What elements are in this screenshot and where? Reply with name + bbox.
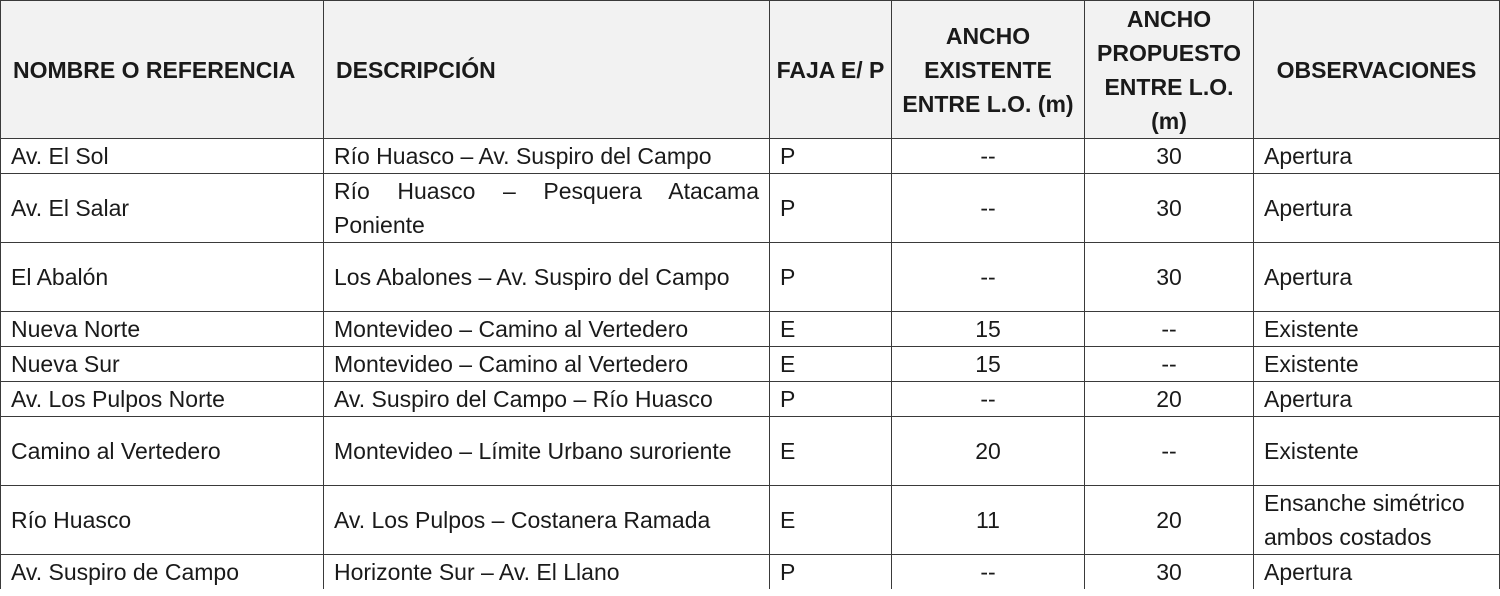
cell-nombre: El Abalón	[1, 243, 324, 312]
cell-ancho-existente: 11	[892, 486, 1085, 555]
table-row	[1, 417, 1500, 486]
cell-ancho-propuesto: 30	[1085, 174, 1254, 243]
cell-descripcion: Los Abalones – Av. Suspiro del Campo	[324, 243, 770, 312]
cell-ancho-propuesto: 30	[1085, 139, 1254, 174]
cell-descripcion: Montevideo – Límite Urbano suroriente	[324, 417, 770, 486]
table-row	[1, 312, 1500, 347]
header-observaciones: OBSERVACIONES	[1254, 1, 1500, 139]
cell-descripcion: Río Huasco – Pesquera Atacama Poniente	[324, 174, 770, 243]
cell-ancho-propuesto: --	[1085, 417, 1254, 486]
header-faja: FAJA E/ P	[770, 1, 892, 139]
cell-observaciones: Apertura	[1254, 382, 1500, 417]
cell-nombre: Nueva Sur	[1, 347, 324, 382]
cell-ancho-existente: --	[892, 382, 1085, 417]
cell-observaciones: Apertura	[1254, 139, 1500, 174]
table-row	[1, 486, 1500, 555]
header-nombre: NOMBRE O REFERENCIA	[1, 1, 324, 139]
cell-ancho-propuesto: 30	[1085, 555, 1254, 590]
cell-ancho-existente: --	[892, 243, 1085, 312]
cell-nombre: Nueva Norte	[1, 312, 324, 347]
cell-ancho-propuesto: 30	[1085, 243, 1254, 312]
cell-nombre: Av. El Sol	[1, 139, 324, 174]
cell-ancho-propuesto: 20	[1085, 486, 1254, 555]
cell-observaciones: Existente	[1254, 417, 1500, 486]
cell-descripcion: Montevideo – Camino al Vertedero	[324, 312, 770, 347]
cell-faja: E	[770, 347, 892, 382]
header-descripcion: DESCRIPCIÓN	[324, 1, 770, 139]
table-header	[1, 1, 1500, 139]
table-row	[1, 347, 1500, 382]
table-row	[1, 139, 1500, 174]
cell-descripcion: Montevideo – Camino al Vertedero	[324, 347, 770, 382]
cell-ancho-existente: --	[892, 139, 1085, 174]
cell-faja: P	[770, 174, 892, 243]
cell-observaciones: Existente	[1254, 312, 1500, 347]
cell-faja: P	[770, 382, 892, 417]
cell-ancho-propuesto: --	[1085, 347, 1254, 382]
cell-ancho-propuesto: --	[1085, 312, 1254, 347]
cell-nombre: Av. Suspiro de Campo	[1, 555, 324, 590]
cell-faja: P	[770, 139, 892, 174]
cell-ancho-existente: 15	[892, 347, 1085, 382]
cell-ancho-existente: --	[892, 555, 1085, 590]
table-row	[1, 243, 1500, 312]
cell-ancho-existente: 15	[892, 312, 1085, 347]
header-row	[1, 1, 1500, 139]
cell-ancho-propuesto: 20	[1085, 382, 1254, 417]
header-ancho-existente: ANCHO EXISTENTE ENTRE L.O. (m)	[892, 1, 1085, 139]
cell-observaciones: Existente	[1254, 347, 1500, 382]
cell-faja: P	[770, 243, 892, 312]
cell-nombre: Río Huasco	[1, 486, 324, 555]
cell-observaciones: Apertura	[1254, 555, 1500, 590]
cell-descripcion: Av. Suspiro del Campo – Río Huasco	[324, 382, 770, 417]
cell-ancho-existente: --	[892, 174, 1085, 243]
cell-faja: E	[770, 312, 892, 347]
cell-descripcion: Horizonte Sur – Av. El Llano	[324, 555, 770, 590]
cell-nombre: Camino al Vertedero	[1, 417, 324, 486]
cell-faja: E	[770, 417, 892, 486]
cell-observaciones: Apertura	[1254, 174, 1500, 243]
table-row	[1, 174, 1500, 243]
cell-descripcion: Av. Los Pulpos – Costanera Ramada	[324, 486, 770, 555]
cell-observaciones: Apertura	[1254, 243, 1500, 312]
header-ancho-propuesto: ANCHO PROPUESTO ENTRE L.O. (m)	[1085, 1, 1254, 139]
table-row	[1, 555, 1500, 590]
table-row	[1, 382, 1500, 417]
cell-nombre: Av. Los Pulpos Norte	[1, 382, 324, 417]
cell-observaciones: Ensanche simétrico ambos costados	[1254, 486, 1500, 555]
cell-faja: P	[770, 555, 892, 590]
table-body	[1, 139, 1500, 590]
cell-faja: E	[770, 486, 892, 555]
cell-descripcion: Río Huasco – Av. Suspiro del Campo	[324, 139, 770, 174]
cell-ancho-existente: 20	[892, 417, 1085, 486]
cell-nombre: Av. El Salar	[1, 174, 324, 243]
